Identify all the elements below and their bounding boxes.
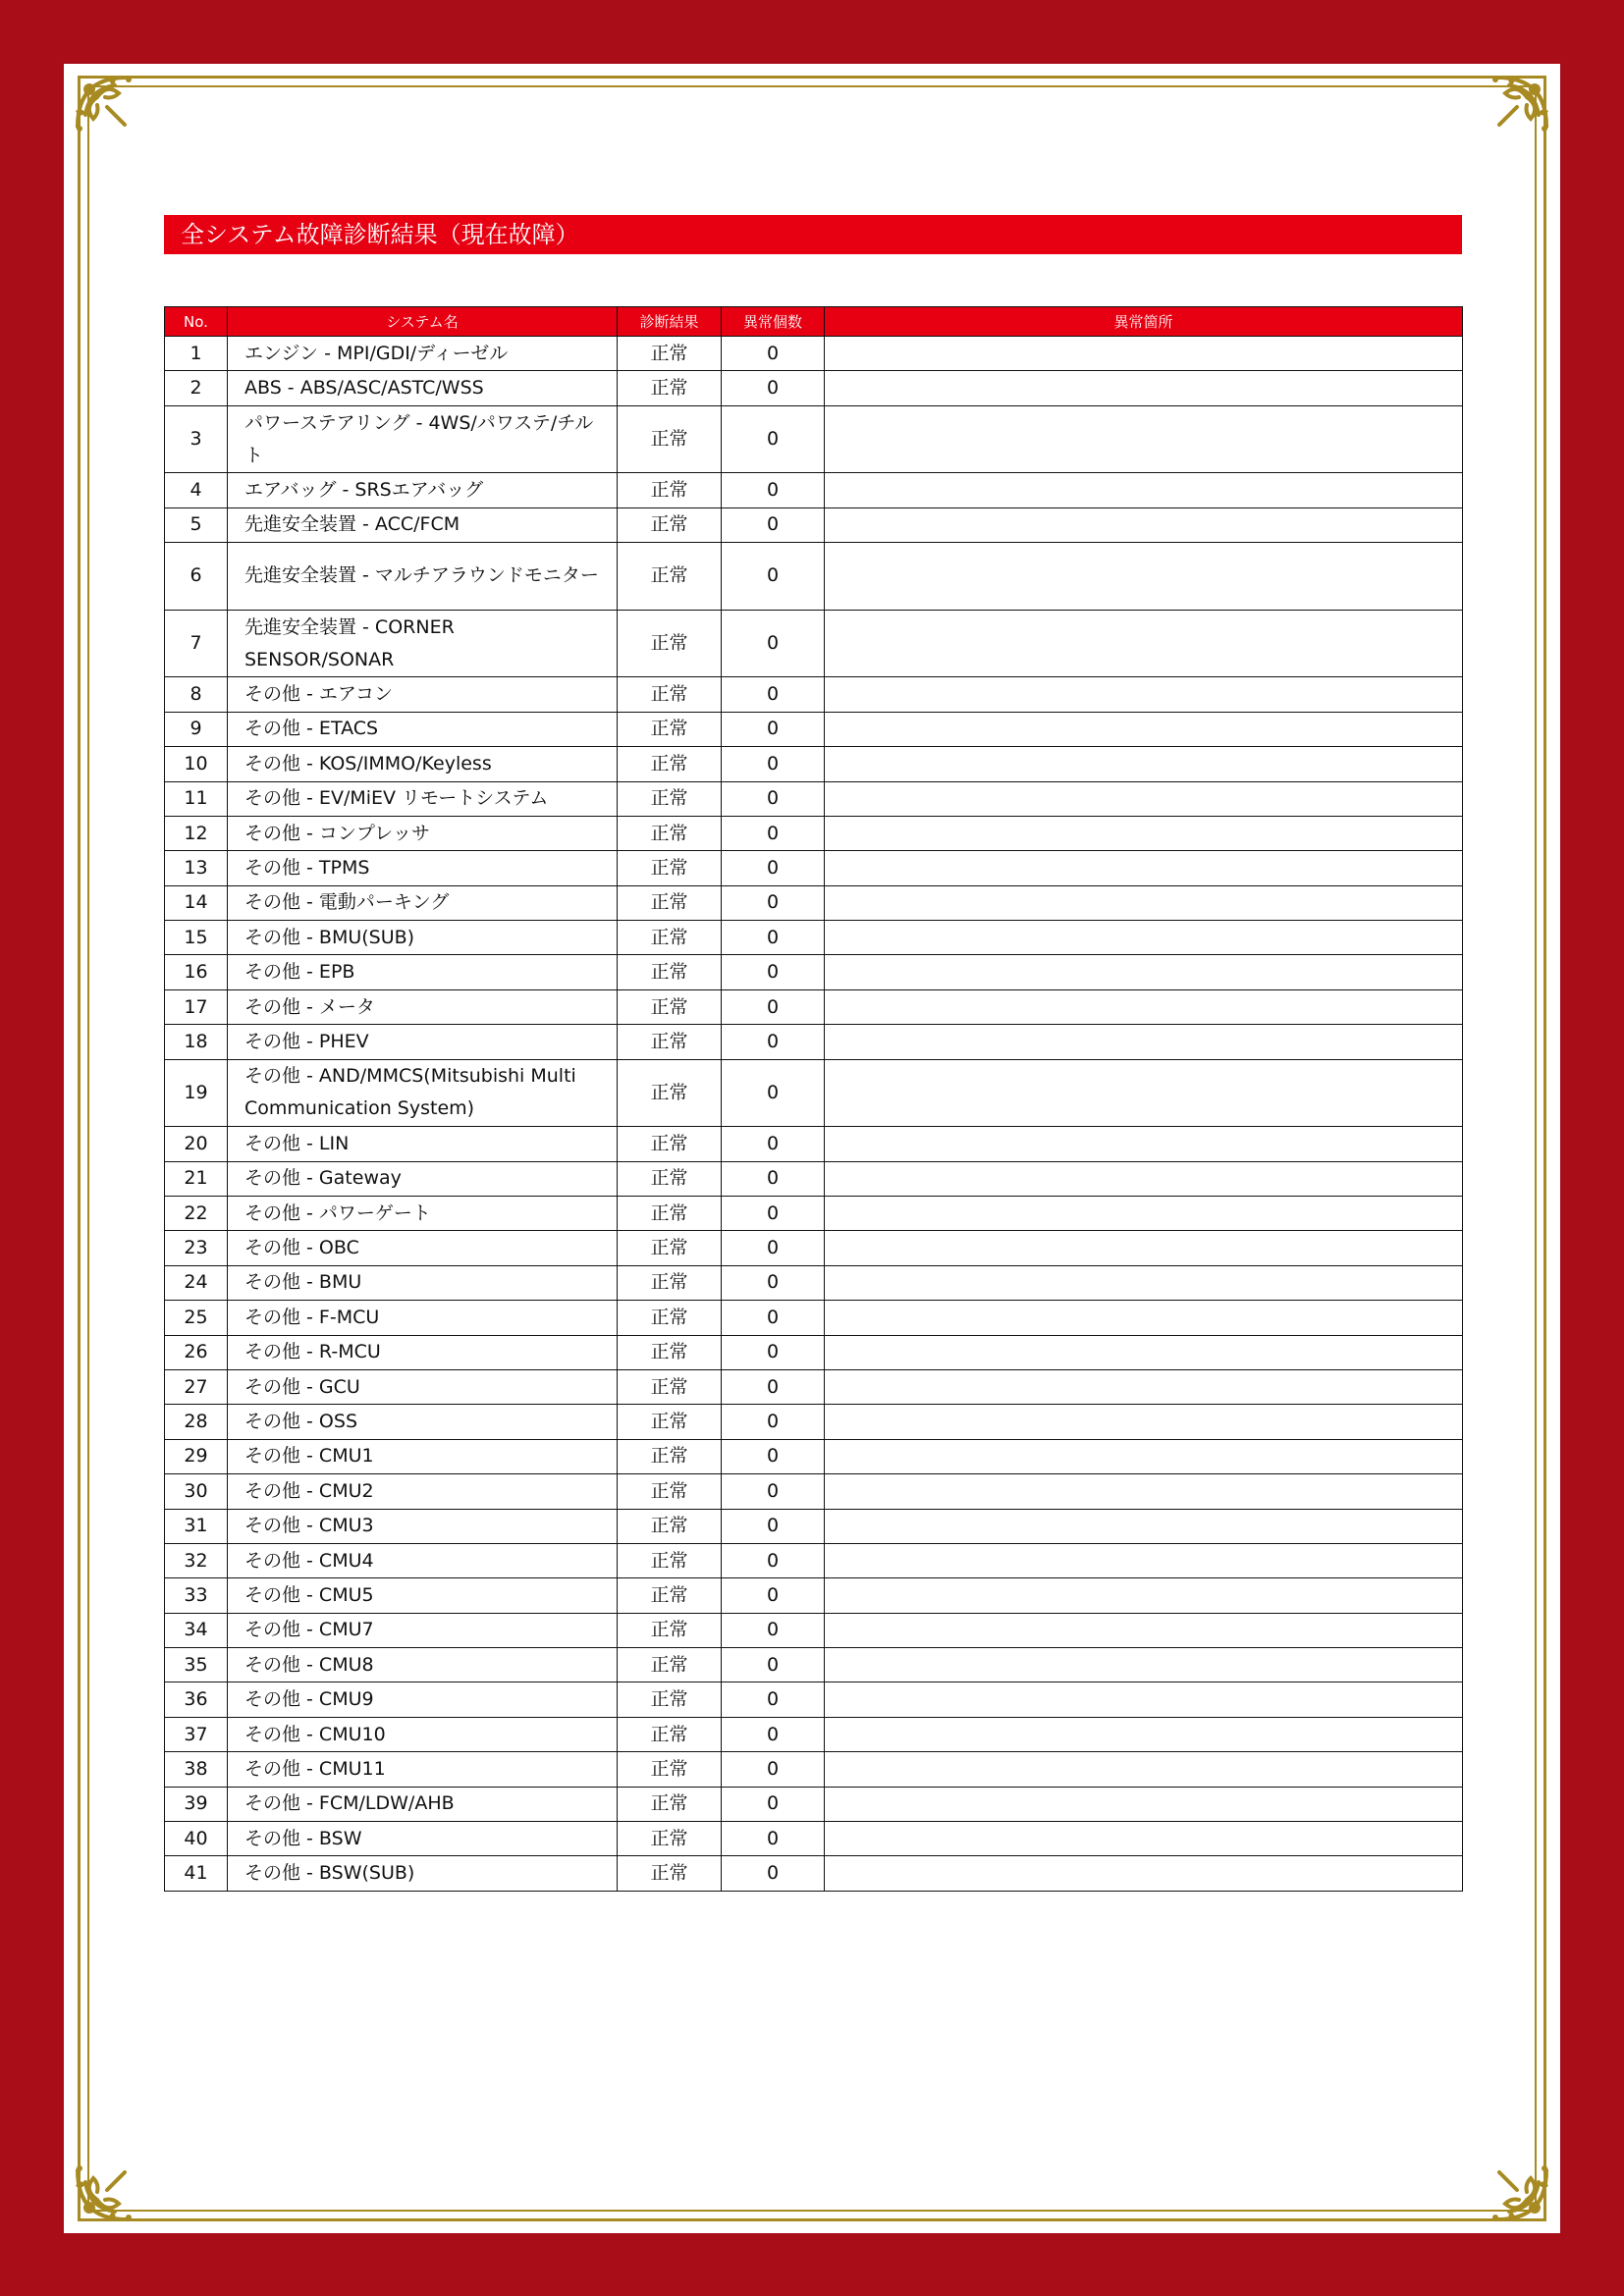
cell-error-location — [825, 1439, 1463, 1473]
header-diagnosis-result: 診断結果 — [618, 307, 722, 337]
cell-error-count: 0 — [722, 1025, 825, 1059]
table-row — [165, 1161, 1463, 1196]
cell-no: 4 — [165, 473, 228, 507]
cell-system-name: その他 - CMU8 — [228, 1648, 618, 1682]
table-row — [165, 1025, 1463, 1059]
cell-no: 38 — [165, 1752, 228, 1787]
table-row — [165, 1265, 1463, 1300]
cell-error-count: 0 — [722, 1197, 825, 1231]
cell-error-location — [825, 610, 1463, 677]
cell-system-name: その他 - エアコン — [228, 677, 618, 712]
cell-system-name: その他 - 電動パーキング — [228, 885, 618, 920]
cell-no: 25 — [165, 1301, 228, 1335]
cell-no: 21 — [165, 1161, 228, 1196]
cell-diagnosis-result: 正常 — [618, 1752, 722, 1787]
cell-error-location — [825, 1127, 1463, 1161]
cell-no: 1 — [165, 337, 228, 371]
cell-no: 2 — [165, 371, 228, 405]
cell-error-location — [825, 1543, 1463, 1577]
cell-error-count: 0 — [722, 747, 825, 781]
cell-error-count: 0 — [722, 1752, 825, 1787]
cell-system-name: その他 - CMU2 — [228, 1474, 618, 1509]
cell-system-name: その他 - CMU3 — [228, 1509, 618, 1543]
cell-system-name: その他 - F-MCU — [228, 1301, 618, 1335]
cell-no: 15 — [165, 921, 228, 955]
cell-system-name: その他 - CMU10 — [228, 1717, 618, 1751]
cell-system-name: その他 - CMU4 — [228, 1543, 618, 1577]
cell-error-count: 0 — [722, 851, 825, 885]
cell-system-name: その他 - PHEV — [228, 1025, 618, 1059]
cell-no: 11 — [165, 781, 228, 816]
cell-error-location — [825, 1059, 1463, 1127]
cell-no: 18 — [165, 1025, 228, 1059]
cell-error-count: 0 — [722, 543, 825, 611]
cell-system-name: その他 - GCU — [228, 1369, 618, 1404]
cell-error-count: 0 — [722, 1439, 825, 1473]
cell-diagnosis-result: 正常 — [618, 989, 722, 1024]
cell-diagnosis-result: 正常 — [618, 337, 722, 371]
header-no: No. — [165, 307, 228, 337]
cell-error-count: 0 — [722, 885, 825, 920]
table-row — [165, 1509, 1463, 1543]
cell-system-name: 先進安全装置 - マルチアラウンドモニター — [228, 543, 618, 611]
cell-diagnosis-result: 正常 — [618, 1059, 722, 1127]
cell-error-count: 0 — [722, 1543, 825, 1577]
cell-error-location — [825, 507, 1463, 542]
cell-error-count: 0 — [722, 1301, 825, 1335]
cell-error-location — [825, 337, 1463, 371]
cell-error-location — [825, 1752, 1463, 1787]
cell-diagnosis-result: 正常 — [618, 1682, 722, 1717]
table-row — [165, 747, 1463, 781]
cell-no: 41 — [165, 1856, 228, 1891]
cell-error-count: 0 — [722, 781, 825, 816]
cell-error-location — [825, 1025, 1463, 1059]
cell-diagnosis-result: 正常 — [618, 1405, 722, 1439]
table-row — [165, 921, 1463, 955]
cell-error-location — [825, 921, 1463, 955]
cell-diagnosis-result: 正常 — [618, 1127, 722, 1161]
cell-system-name: パワーステアリング - 4WS/パワステ/チルト — [228, 405, 618, 473]
cell-error-count: 0 — [722, 1405, 825, 1439]
table-row — [165, 1335, 1463, 1369]
cell-no: 12 — [165, 816, 228, 850]
cell-no: 19 — [165, 1059, 228, 1127]
cell-diagnosis-result: 正常 — [618, 1301, 722, 1335]
cell-no: 35 — [165, 1648, 228, 1682]
table-row — [165, 1822, 1463, 1856]
cell-error-location — [825, 677, 1463, 712]
cell-error-location — [825, 747, 1463, 781]
cell-error-location — [825, 1682, 1463, 1717]
cell-error-count: 0 — [722, 1231, 825, 1265]
cell-error-location — [825, 989, 1463, 1024]
cell-error-count: 0 — [722, 405, 825, 473]
cell-diagnosis-result: 正常 — [618, 543, 722, 611]
cell-error-count: 0 — [722, 507, 825, 542]
cell-system-name: その他 - CMU7 — [228, 1613, 618, 1647]
table-row — [165, 1752, 1463, 1787]
table-row — [165, 1717, 1463, 1751]
cell-no: 20 — [165, 1127, 228, 1161]
table-row — [165, 371, 1463, 405]
cell-no: 17 — [165, 989, 228, 1024]
cell-no: 39 — [165, 1787, 228, 1821]
cell-diagnosis-result: 正常 — [618, 1474, 722, 1509]
cell-error-location — [825, 543, 1463, 611]
table-row — [165, 1059, 1463, 1127]
cell-error-location — [825, 1509, 1463, 1543]
cell-error-count: 0 — [722, 1787, 825, 1821]
table-row — [165, 677, 1463, 712]
cell-error-count: 0 — [722, 1369, 825, 1404]
cell-error-count: 0 — [722, 989, 825, 1024]
cell-no: 32 — [165, 1543, 228, 1577]
cell-no: 30 — [165, 1474, 228, 1509]
table-row — [165, 1648, 1463, 1682]
cell-error-count: 0 — [722, 1578, 825, 1613]
cell-error-location — [825, 1856, 1463, 1891]
cell-error-location — [825, 955, 1463, 989]
cell-error-count: 0 — [722, 1613, 825, 1647]
cell-diagnosis-result: 正常 — [618, 473, 722, 507]
cell-no: 8 — [165, 677, 228, 712]
cell-error-count: 0 — [722, 712, 825, 746]
cell-error-location — [825, 1301, 1463, 1335]
table-row — [165, 507, 1463, 542]
cell-error-location — [825, 371, 1463, 405]
cell-system-name: その他 - TPMS — [228, 851, 618, 885]
table-row — [165, 1578, 1463, 1613]
corner-ornament-icon — [1458, 2131, 1556, 2229]
header-error-location: 異常箇所 — [825, 307, 1463, 337]
cell-diagnosis-result: 正常 — [618, 371, 722, 405]
table-row — [165, 1405, 1463, 1439]
cell-error-count: 0 — [722, 1717, 825, 1751]
cell-error-location — [825, 1197, 1463, 1231]
cell-error-location — [825, 1613, 1463, 1647]
table-row — [165, 851, 1463, 885]
cell-system-name: その他 - OSS — [228, 1405, 618, 1439]
cell-error-count: 0 — [722, 1161, 825, 1196]
table-row — [165, 1682, 1463, 1717]
cell-no: 29 — [165, 1439, 228, 1473]
cell-diagnosis-result: 正常 — [618, 1613, 722, 1647]
table-row — [165, 989, 1463, 1024]
cell-error-count: 0 — [722, 955, 825, 989]
cell-diagnosis-result: 正常 — [618, 816, 722, 850]
table-row — [165, 781, 1463, 816]
cell-diagnosis-result: 正常 — [618, 1231, 722, 1265]
cell-no: 36 — [165, 1682, 228, 1717]
cell-error-location — [825, 1787, 1463, 1821]
cell-no: 7 — [165, 610, 228, 677]
cell-error-count: 0 — [722, 1059, 825, 1127]
cell-no: 16 — [165, 955, 228, 989]
cell-error-count: 0 — [722, 610, 825, 677]
cell-diagnosis-result: 正常 — [618, 1717, 722, 1751]
table-row — [165, 610, 1463, 677]
cell-diagnosis-result: 正常 — [618, 885, 722, 920]
table-row — [165, 405, 1463, 473]
table-row — [165, 473, 1463, 507]
cell-system-name: その他 - BSW(SUB) — [228, 1856, 618, 1891]
cell-diagnosis-result: 正常 — [618, 1197, 722, 1231]
cell-no: 6 — [165, 543, 228, 611]
cell-system-name: その他 - コンプレッサ — [228, 816, 618, 850]
cell-system-name: その他 - メータ — [228, 989, 618, 1024]
cell-system-name: その他 - FCM/LDW/AHB — [228, 1787, 618, 1821]
cell-diagnosis-result: 正常 — [618, 921, 722, 955]
cell-diagnosis-result: 正常 — [618, 747, 722, 781]
cell-diagnosis-result: 正常 — [618, 1025, 722, 1059]
cell-error-count: 0 — [722, 473, 825, 507]
cell-error-count: 0 — [722, 1648, 825, 1682]
cell-system-name: その他 - パワーゲート — [228, 1197, 618, 1231]
cell-error-location — [825, 1822, 1463, 1856]
table-row — [165, 1787, 1463, 1821]
cell-diagnosis-result: 正常 — [618, 405, 722, 473]
cell-diagnosis-result: 正常 — [618, 1265, 722, 1300]
cell-system-name: その他 - LIN — [228, 1127, 618, 1161]
cell-error-location — [825, 1369, 1463, 1404]
cell-diagnosis-result: 正常 — [618, 507, 722, 542]
table-row — [165, 543, 1463, 611]
cell-error-count: 0 — [722, 677, 825, 712]
cell-error-location — [825, 1161, 1463, 1196]
cell-no: 3 — [165, 405, 228, 473]
cell-no: 22 — [165, 1197, 228, 1231]
table-row — [165, 1613, 1463, 1647]
corner-ornament-icon — [68, 68, 166, 166]
cell-diagnosis-result: 正常 — [618, 1161, 722, 1196]
cell-no: 5 — [165, 507, 228, 542]
cell-no: 27 — [165, 1369, 228, 1404]
cell-error-count: 0 — [722, 816, 825, 850]
cell-diagnosis-result: 正常 — [618, 1543, 722, 1577]
cell-system-name: その他 - AND/MMCS(Mitsubishi Multi Communication System) — [228, 1059, 618, 1127]
cell-diagnosis-result: 正常 — [618, 1509, 722, 1543]
cell-system-name: その他 - ETACS — [228, 712, 618, 746]
cell-no: 9 — [165, 712, 228, 746]
cell-no: 40 — [165, 1822, 228, 1856]
cell-error-location — [825, 1578, 1463, 1613]
cell-system-name: その他 - KOS/IMMO/Keyless — [228, 747, 618, 781]
table-row — [165, 1197, 1463, 1231]
table-row — [165, 1856, 1463, 1891]
cell-no: 23 — [165, 1231, 228, 1265]
header-error-count: 異常個数 — [722, 307, 825, 337]
cell-system-name: エアバッグ - SRSエアバッグ — [228, 473, 618, 507]
cell-diagnosis-result: 正常 — [618, 1648, 722, 1682]
cell-system-name: その他 - CMU5 — [228, 1578, 618, 1613]
table-row — [165, 337, 1463, 371]
table-row — [165, 1127, 1463, 1161]
table-row — [165, 1231, 1463, 1265]
table-row — [165, 1439, 1463, 1473]
cell-error-location — [825, 712, 1463, 746]
table-row — [165, 885, 1463, 920]
cell-error-location — [825, 1717, 1463, 1751]
cell-system-name: その他 - CMU1 — [228, 1439, 618, 1473]
cell-no: 14 — [165, 885, 228, 920]
section-title: 全システム故障診断結果（現在故障） — [164, 215, 1462, 254]
cell-diagnosis-result: 正常 — [618, 1439, 722, 1473]
table-row — [165, 1301, 1463, 1335]
cell-system-name: その他 - BSW — [228, 1822, 618, 1856]
cell-diagnosis-result: 正常 — [618, 677, 722, 712]
cell-no: 31 — [165, 1509, 228, 1543]
cell-system-name: 先進安全装置 - ACC/FCM — [228, 507, 618, 542]
cell-system-name: その他 - BMU(SUB) — [228, 921, 618, 955]
cell-diagnosis-result: 正常 — [618, 712, 722, 746]
cell-system-name: その他 - Gateway — [228, 1161, 618, 1196]
cell-system-name: ABS - ABS/ASC/ASTC/WSS — [228, 371, 618, 405]
cell-error-location — [825, 1474, 1463, 1509]
cell-no: 26 — [165, 1335, 228, 1369]
cell-system-name: その他 - CMU9 — [228, 1682, 618, 1717]
cell-system-name: その他 - BMU — [228, 1265, 618, 1300]
table-row — [165, 1474, 1463, 1509]
cell-system-name: その他 - EV/MiEV リモートシステム — [228, 781, 618, 816]
table-row — [165, 712, 1463, 746]
corner-ornament-icon — [1458, 68, 1556, 166]
table-row — [165, 955, 1463, 989]
cell-diagnosis-result: 正常 — [618, 610, 722, 677]
cell-error-count: 0 — [722, 1265, 825, 1300]
cell-system-name: その他 - R-MCU — [228, 1335, 618, 1369]
cell-no: 33 — [165, 1578, 228, 1613]
cell-no: 37 — [165, 1717, 228, 1751]
cell-error-count: 0 — [722, 1822, 825, 1856]
cell-diagnosis-result: 正常 — [618, 1369, 722, 1404]
document-sheet — [64, 64, 1560, 2233]
cell-error-location — [825, 781, 1463, 816]
table-body — [165, 337, 1463, 1892]
cell-no: 13 — [165, 851, 228, 885]
cell-no: 10 — [165, 747, 228, 781]
cell-error-location — [825, 1231, 1463, 1265]
cell-diagnosis-result: 正常 — [618, 851, 722, 885]
cell-system-name: その他 - EPB — [228, 955, 618, 989]
cell-system-name: その他 - OBC — [228, 1231, 618, 1265]
cell-diagnosis-result: 正常 — [618, 1856, 722, 1891]
cell-diagnosis-result: 正常 — [618, 1822, 722, 1856]
cell-error-location — [825, 885, 1463, 920]
cell-error-location — [825, 1335, 1463, 1369]
cell-error-count: 0 — [722, 1682, 825, 1717]
cell-error-location — [825, 1405, 1463, 1439]
cell-error-count: 0 — [722, 1474, 825, 1509]
cell-diagnosis-result: 正常 — [618, 1787, 722, 1821]
cell-system-name: その他 - CMU11 — [228, 1752, 618, 1787]
cell-error-count: 0 — [722, 1509, 825, 1543]
cell-no: 24 — [165, 1265, 228, 1300]
cell-error-count: 0 — [722, 1335, 825, 1369]
cell-error-location — [825, 405, 1463, 473]
diagnosis-table — [164, 306, 1463, 1892]
cell-error-location — [825, 1648, 1463, 1682]
cell-error-count: 0 — [722, 371, 825, 405]
cell-diagnosis-result: 正常 — [618, 1578, 722, 1613]
cell-error-location — [825, 1265, 1463, 1300]
corner-ornament-icon — [68, 2131, 166, 2229]
table-header-row — [165, 307, 1463, 337]
cell-error-count: 0 — [722, 921, 825, 955]
cell-diagnosis-result: 正常 — [618, 781, 722, 816]
cell-diagnosis-result: 正常 — [618, 955, 722, 989]
cell-error-location — [825, 816, 1463, 850]
cell-error-location — [825, 473, 1463, 507]
cell-system-name: エンジン - MPI/GDI/ディーゼル — [228, 337, 618, 371]
cell-error-count: 0 — [722, 1127, 825, 1161]
cell-no: 28 — [165, 1405, 228, 1439]
cell-error-count: 0 — [722, 1856, 825, 1891]
cell-error-location — [825, 851, 1463, 885]
table-row — [165, 816, 1463, 850]
header-system-name: システム名 — [228, 307, 618, 337]
table-row — [165, 1369, 1463, 1404]
table-row — [165, 1543, 1463, 1577]
cell-diagnosis-result: 正常 — [618, 1335, 722, 1369]
cell-system-name: 先進安全装置 - CORNER SENSOR/SONAR — [228, 610, 618, 677]
cell-error-count: 0 — [722, 337, 825, 371]
cell-no: 34 — [165, 1613, 228, 1647]
